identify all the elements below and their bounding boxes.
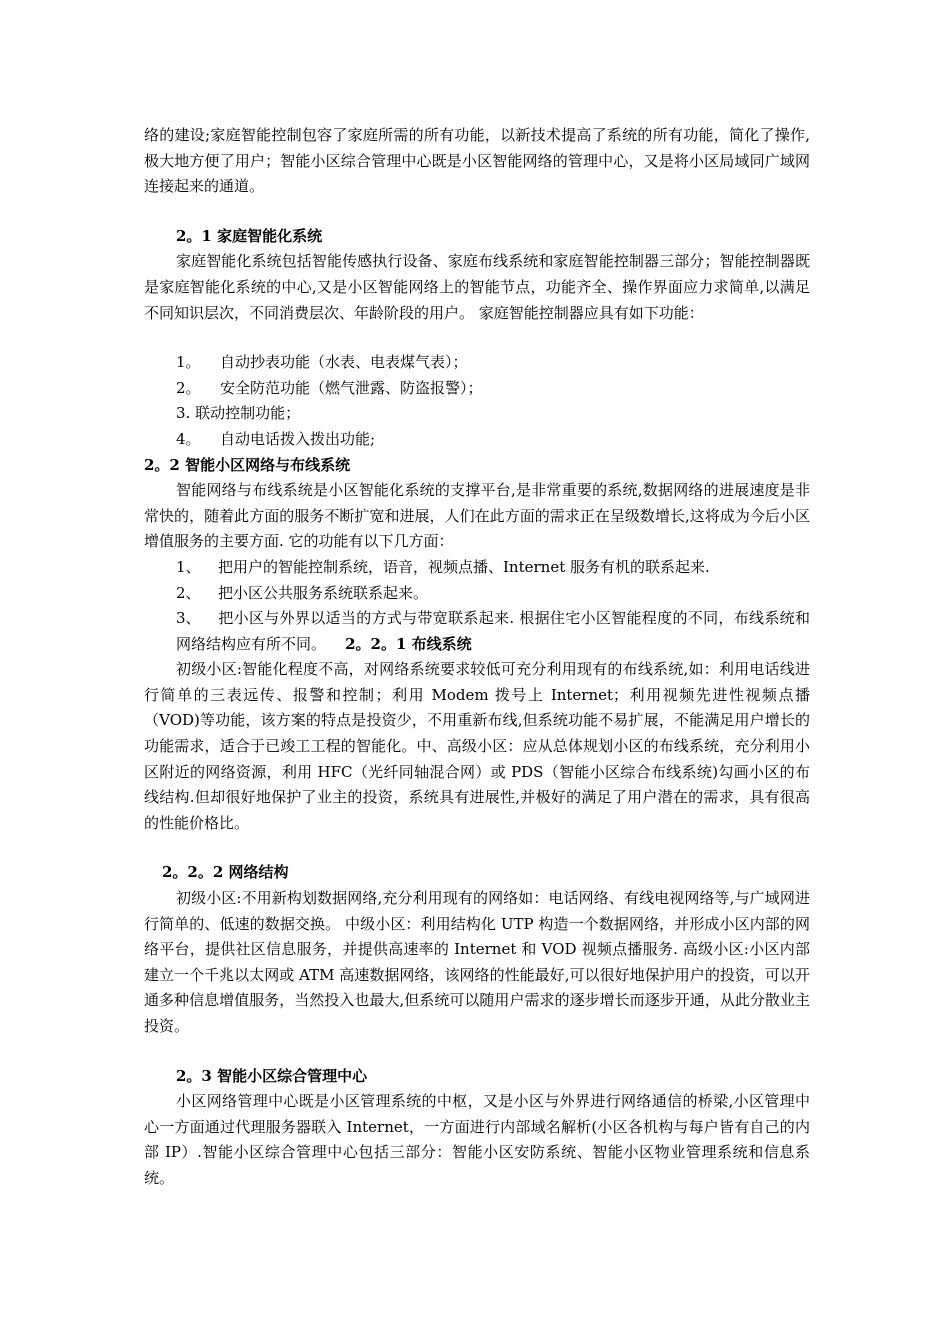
list-item-text: 自动抄表功能（水表、电表煤气表）； bbox=[220, 353, 468, 372]
list-item bbox=[144, 555, 810, 581]
list-item bbox=[144, 350, 810, 376]
list-item bbox=[144, 581, 810, 607]
section-2-2-1-paragraph: 初级小区:智能化程度不高，对网络系统要求较低可充分利用现有的布线系统,如：利用电话线进行简单的三表远传、报警和控制；利用 Modem 拨号上 Internet；利用视频先进性视频点播（VOD)等功能，该方案的特点是投资少，不用重新布线,但系统功能不易扩展，不能满足用户增长的功能需求，适合于已竣工工程的智能化。中、高级小区：应从总体规划小区的布线系统，充分利用小区附近的网络资源，利用 HFC（光纤同轴混合网）或 PDS（智能小区综合布线系统)勾画小区的布线结构.但却很好地保护了业主的投资，系统具有进展性,并极好的满足了用户潜在的需求，具有很高的性能价格比。 bbox=[144, 660, 810, 832]
section-2-3-paragraph: 小区网络管理中心既是小区管理系统的中枢，又是小区与外界进行网络通信的桥梁,小区管理中心一方面通过代理服务器联入 Internet，一方面进行内部域名解析(小区各机构与每户皆有自己的内部 IP）.智能小区综合管理中心包括三部分：智能小区安防系统、智能小区物业管理系统和信息系统。 bbox=[144, 1092, 810, 1187]
list-item-number: 2、 bbox=[176, 583, 201, 602]
list-item bbox=[144, 401, 810, 427]
list-item-text: 把用户的智能控制系统，语音，视频点播、Internet 服务有机的联系起来. bbox=[218, 557, 710, 576]
list-item-number: 2。 bbox=[176, 378, 201, 397]
sub-heading-2-2-1: 2。2。1 布线系统 bbox=[345, 634, 472, 653]
section-2-1-paragraph: 家庭智能化系统包括智能传感执行设备、家庭布线系统和家庭智能控制器三部分；智能控制器既是家庭智能化系统的中心,又是小区智能网络上的智能节点，功能齐全、操作界面应力求简单,以满足不同知识层次，不同消费层次、年龄阶段的用户。 家庭智能控制器应具有如下功能： bbox=[144, 252, 810, 322]
section-2-2-paragraph: 智能网络与布线系统是小区智能化系统的支撑平台,是非常重要的系统,数据网络的进展速度是非常快的，随着此方面的服务不断扩宽和进展，人们在此方面的需求正在呈级数增长,这将成为今后小区增值服务的主要方面. 它的功能有以下几方面： bbox=[144, 481, 810, 551]
list-item-text: 把小区公共服务系统联系起来。 bbox=[218, 583, 429, 602]
section-heading-2-1: 2。1 家庭智能化系统 bbox=[176, 226, 323, 245]
list-item bbox=[144, 427, 810, 453]
list-item-number: 1。 bbox=[176, 353, 201, 372]
list-item-number: 1、 bbox=[176, 557, 201, 576]
list-item-text: 自动电话拨入拨出功能; bbox=[220, 429, 376, 448]
list-item bbox=[144, 376, 810, 402]
list-item-text: 把小区与外界以适当的方式与带宽联系起来. 根据住宅小区智能程度的不同，布线系统和网络结构应有所不同。 bbox=[176, 609, 810, 653]
document-body bbox=[144, 123, 810, 1192]
list-item bbox=[144, 606, 810, 657]
section-2-2-2-paragraph: 初级小区:不用新构划数据网络,充分利用现有的网络如：电话网络、有线电视网络等,与广域网进行简单的、低速的数据交换。 中级小区：利用结构化 UTP 构造一个数据网络，并形成小区内部的网络平台，提供社区信息服务，并提供高速率的 Internet 和 VOD 视频点播服务. 高级小区:小区内部建立一个千兆以太网或 ATM 高速数据网络，该网络的性能最好,可以很好地保护用户的投资，可以开通多种信息增值服务，当然投入也最大,但系统可以随用户需求的逐步增长而逐步开通，从此分散业主投资。 bbox=[144, 889, 810, 1035]
section-heading-2-3: 2。3 智能小区综合管理中心 bbox=[176, 1066, 368, 1085]
section-heading-2-2: 2。2 智能小区网络与布线系统 bbox=[144, 455, 351, 474]
list-item-number: 3、 bbox=[176, 609, 201, 628]
list-item-text: 3. 联动控制功能； bbox=[176, 404, 301, 423]
intro-paragraph: 络的建设;家庭智能控制包容了家庭所需的所有功能，以新技术提高了系统的所有功能，简化了操作,极大地方便了用户；智能小区综合管理中心既是小区智能网络的管理中心，又是将小区局域同广域网连接起来的通道。 bbox=[144, 126, 810, 196]
list-item-number: 4。 bbox=[176, 429, 201, 448]
sub-heading-2-2-2: 2。2。2 网络结构 bbox=[162, 863, 289, 882]
list-item-text: 安全防范功能（燃气泄露、防盗报警）； bbox=[220, 378, 483, 397]
